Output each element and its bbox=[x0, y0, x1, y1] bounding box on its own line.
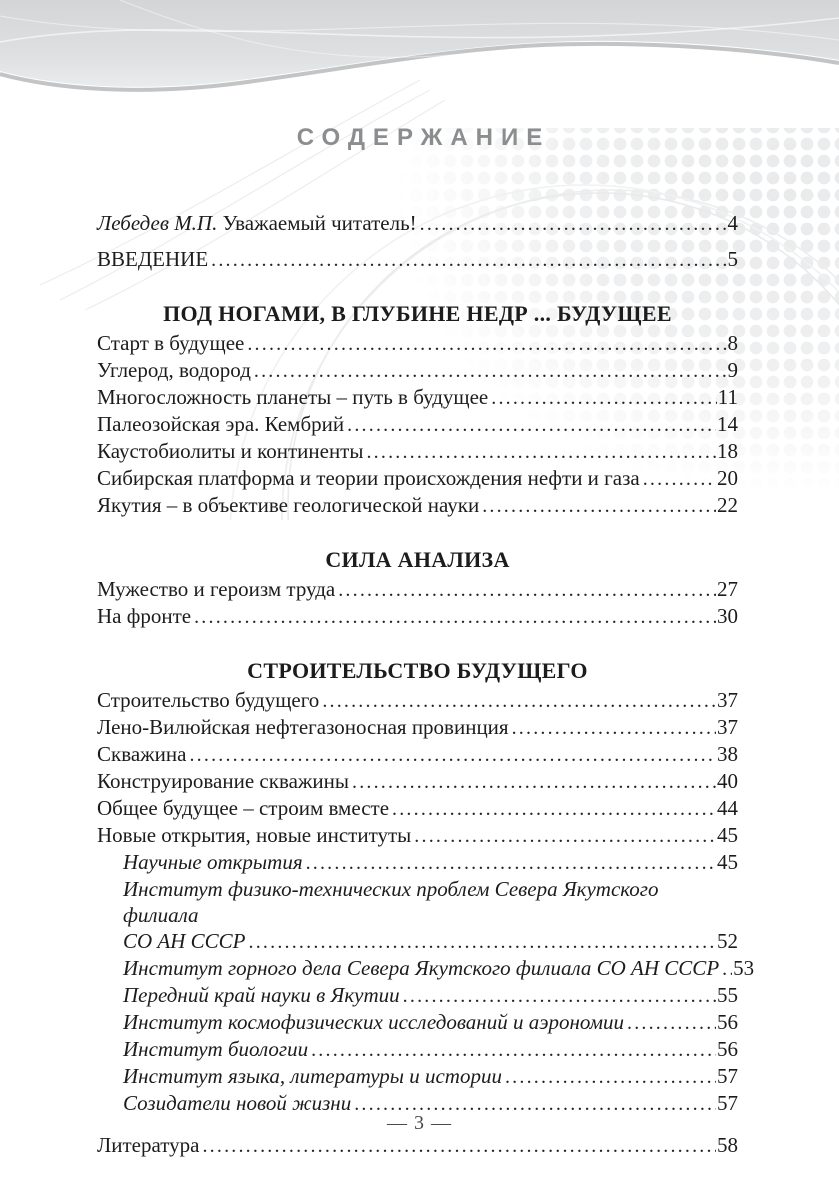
toc-entry-title: Якутия – в объективе геологической науки bbox=[97, 493, 480, 517]
toc-entry-page-number: 37 bbox=[717, 715, 738, 739]
toc-entry bbox=[97, 687, 738, 714]
dot-leader bbox=[505, 1063, 716, 1090]
toc-entry-title: Строительство будущего bbox=[97, 688, 320, 712]
toc-entry bbox=[97, 1132, 738, 1159]
toc-entry bbox=[97, 576, 738, 603]
toc-entry-page-number: 57 bbox=[717, 1064, 738, 1088]
toc-entry-title: СО АН СССР bbox=[123, 929, 246, 953]
toc-group bbox=[97, 658, 755, 1117]
toc-entry-title: Лено-Вилюйская нефтегазоносная провинция bbox=[97, 715, 509, 739]
toc-entry-page-number: 9 bbox=[727, 358, 738, 382]
toc-entry-title: Институт горного дела Севера Якутского филиала СО АН СССР bbox=[123, 956, 720, 980]
toc-section-heading: СИЛА АНАЛИЗА bbox=[325, 547, 510, 572]
toc-entry bbox=[97, 1036, 738, 1063]
toc-entry-title: Палеозойская эра. Кембрий bbox=[97, 412, 345, 436]
dot-leader bbox=[627, 1009, 716, 1036]
toc-entry-page-number: 18 bbox=[717, 439, 738, 463]
dot-leader bbox=[352, 768, 716, 795]
toc-entry-title: Институт языка, литературы и истории bbox=[123, 1064, 502, 1088]
toc-entry bbox=[97, 411, 738, 438]
toc-entry bbox=[97, 330, 738, 357]
toc-entry bbox=[97, 357, 738, 384]
toc-entry-title: Сибирская платформа и теории происхождения нефти и газа bbox=[97, 466, 640, 490]
toc-entry-page-number: 22 bbox=[717, 493, 738, 517]
dot-leader bbox=[247, 330, 726, 357]
toc-group bbox=[97, 547, 738, 630]
toc-entry bbox=[97, 246, 738, 273]
toc-entry-page-number: 57 bbox=[717, 1091, 738, 1115]
dot-leader bbox=[202, 1132, 716, 1159]
toc-entry-title: Углерод, водород bbox=[97, 358, 251, 382]
toc-entry-page-number: 56 bbox=[717, 1037, 738, 1061]
toc-entry-page-number: 56 bbox=[717, 1010, 738, 1034]
toc-entry-title: Научные открытия bbox=[123, 850, 303, 874]
toc-entry-lead-line: Институт физико-технических проблем Севера Якутского филиала bbox=[123, 877, 659, 927]
dot-leader bbox=[392, 795, 716, 822]
toc-entry bbox=[97, 384, 738, 411]
toc-entry bbox=[97, 210, 738, 237]
toc-entry-title: Многосложность планеты – путь в будущее bbox=[97, 385, 489, 409]
dot-leader bbox=[211, 246, 726, 273]
toc-entry-title: Конструирование скважины bbox=[97, 769, 349, 793]
toc-entry bbox=[97, 849, 738, 876]
toc-entry-page-number: 45 bbox=[717, 850, 738, 874]
dot-leader bbox=[347, 411, 716, 438]
toc-entry-page-number: 58 bbox=[717, 1133, 738, 1157]
toc-entry-title: Лебедев М.П. Уважаемый читатель! bbox=[97, 211, 417, 235]
toc-entry bbox=[97, 955, 755, 982]
dot-leader bbox=[512, 714, 716, 741]
toc-entry bbox=[97, 982, 738, 1009]
toc-entry-page-number: 4 bbox=[727, 211, 738, 235]
toc-entry-title: На фронте bbox=[97, 604, 192, 628]
toc-entry bbox=[97, 928, 738, 955]
toc-entry-page-number: 30 bbox=[717, 604, 738, 628]
toc-entry-title: Литература bbox=[97, 1133, 200, 1157]
dot-leader bbox=[306, 849, 716, 876]
toc-entry bbox=[97, 438, 738, 465]
toc-entry-page-number: 27 bbox=[717, 577, 738, 601]
toc-entry-title: Мужество и героизм труда bbox=[97, 577, 336, 601]
toc-entry-page-number: 20 bbox=[717, 466, 738, 490]
toc-entry-title: Институт космофизических исследований и аэрономии bbox=[123, 1010, 624, 1034]
page-title: СОДЕРЖАНИЕ bbox=[296, 124, 551, 151]
toc-group bbox=[97, 1132, 738, 1159]
dot-leader bbox=[491, 384, 717, 411]
toc-entry bbox=[97, 603, 738, 630]
toc-entry-page-number: 45 bbox=[717, 823, 738, 847]
dot-leader bbox=[403, 982, 716, 1009]
toc-entry-title: Общее будущее – строим вместе bbox=[97, 796, 390, 820]
footer-page-number: — 3 — bbox=[387, 1112, 452, 1134]
toc-entry bbox=[97, 822, 738, 849]
toc-entry-page-number: 11 bbox=[717, 385, 738, 409]
toc-entry-title: Институт биологии bbox=[123, 1037, 309, 1061]
toc-entry-title: ВВЕДЕНИЕ bbox=[97, 247, 209, 271]
toc-entry-page-number: 40 bbox=[717, 769, 738, 793]
toc-entry-page-number: 53 bbox=[733, 956, 755, 980]
toc-entry-page-number: 37 bbox=[717, 688, 738, 712]
toc-entry-page-number: 38 bbox=[717, 742, 738, 766]
dot-leader bbox=[414, 822, 716, 849]
toc-entry bbox=[97, 465, 738, 492]
toc-group bbox=[97, 301, 738, 519]
toc-entry-page-number: 52 bbox=[717, 929, 738, 953]
dot-leader bbox=[482, 492, 716, 519]
dot-leader bbox=[420, 210, 727, 237]
dot-leader bbox=[643, 465, 716, 492]
toc-section-heading: ПОД НОГАМИ, В ГЛУБИНЕ НЕДР ... БУДУЩЕЕ bbox=[163, 301, 672, 326]
toc-entry bbox=[97, 1009, 738, 1036]
toc-entry-title: Передний край науки в Якутии bbox=[123, 983, 400, 1007]
header-band bbox=[0, 0, 839, 87]
dot-leader bbox=[722, 955, 732, 982]
toc-entry bbox=[97, 492, 738, 519]
toc-entry-page-number: 44 bbox=[717, 796, 738, 820]
toc-entry bbox=[97, 1063, 738, 1090]
toc-section-heading: СТРОИТЕЛЬСТВО БУДУЩЕГО bbox=[247, 658, 588, 683]
toc-entry bbox=[97, 741, 738, 768]
toc-entry bbox=[97, 768, 738, 795]
toc-entry bbox=[97, 795, 738, 822]
dot-leader bbox=[338, 576, 716, 603]
toc-entry bbox=[97, 714, 738, 741]
dot-leader bbox=[366, 438, 716, 465]
toc-entry-page-number: 14 bbox=[717, 412, 738, 436]
dot-leader bbox=[311, 1036, 716, 1063]
toc-entry-title: Каустобиолиты и континенты bbox=[97, 439, 364, 463]
dot-leader bbox=[189, 741, 716, 768]
toc-entry-page-number: 55 bbox=[717, 983, 738, 1007]
toc-entry-author: Лебедев М.П. bbox=[97, 211, 218, 235]
toc-entry-page-number: 8 bbox=[727, 331, 738, 355]
toc-entry-page-number: 5 bbox=[727, 247, 738, 271]
toc-entry-title: Созидатели новой жизни bbox=[123, 1091, 352, 1115]
toc-entry-title: Старт в будущее bbox=[97, 331, 245, 355]
dot-leader bbox=[249, 928, 716, 955]
toc-entry-title: Новые открытия, новые институты bbox=[97, 823, 412, 847]
dot-leader bbox=[194, 603, 716, 630]
toc bbox=[97, 210, 755, 1159]
dot-leader bbox=[322, 687, 716, 714]
toc-group bbox=[97, 210, 738, 273]
toc-entry-title: Скважина bbox=[97, 742, 187, 766]
dot-leader bbox=[254, 357, 727, 384]
